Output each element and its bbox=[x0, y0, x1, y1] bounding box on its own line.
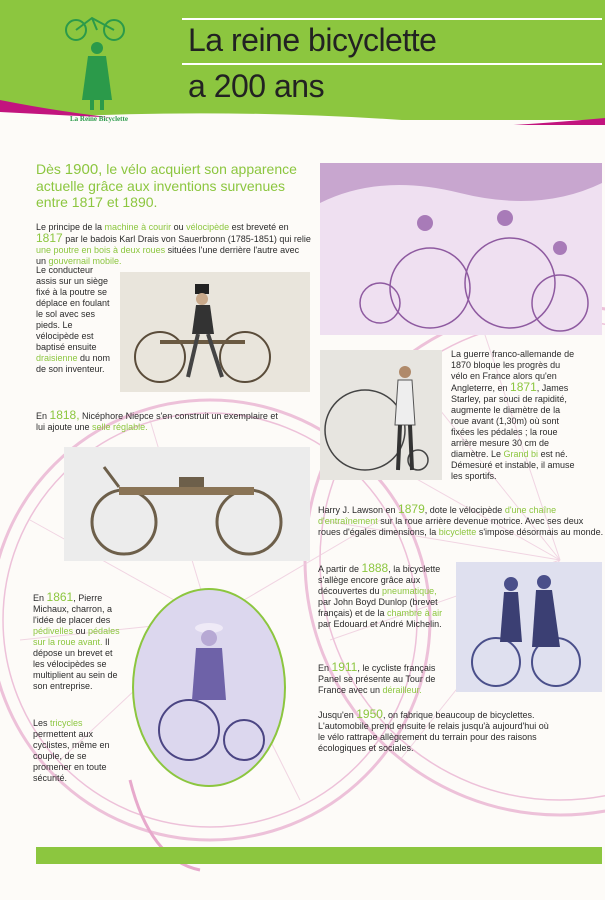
page-title-line1: La reine bicyclette bbox=[188, 22, 437, 58]
paragraph-niepce: En 1818, Nicéphore Niepce s'en construit un exemplaire et lui ajoute une selle réglable. bbox=[36, 408, 278, 432]
footer-bar bbox=[36, 847, 602, 864]
paragraph-tricycles: Les tricycles permettent aux cyclistes, même en couple, de se promener en toute sécurité. bbox=[33, 718, 110, 783]
intro-text: Dès 1900, le vélo acquiert son apparence actuelle grâce aux inventions survenues entre 1817 et 1890. bbox=[36, 161, 297, 210]
photo-grand-bi bbox=[320, 350, 442, 480]
title-rule-middle bbox=[182, 63, 602, 65]
photo-race-engraving bbox=[320, 163, 602, 335]
paragraph-dunlop: A partir de 1888, la bicyclette s'allège encore grâce aux découvertes du pneumatique, par John Boyd Dunlop (brevet français) et de la chambre à air par Edouard et André Michelin. bbox=[318, 561, 443, 629]
logo-caption: La Reine Bicyclette bbox=[70, 115, 128, 123]
photo-michaux-velocipede bbox=[132, 588, 286, 787]
paragraph-draisienne: Le principe de la machine à courir ou vélocipède est breveté en 1817 par le badois Karl Drais von Sauerbronn (1785-1851) qui relie une poutre en bois à deux roues situées l'une derrière l'autre avec un gouvernail mobile. bbox=[36, 222, 311, 266]
photo-wooden-draisienne bbox=[64, 447, 310, 561]
title-rule-top bbox=[182, 18, 602, 20]
paragraph-lawson: Harry J. Lawson en 1879, dote le vélocipède d'une chaîne d'entraînement sur la roue arrière devenue motrice. Avec ses deux roues d'égales dimensions, la bicyclette s'impose désormais au monde. bbox=[318, 502, 604, 537]
paragraph-1950: Jusqu'en 1950, on fabrique beaucoup de bicyclettes. L'automobile prend ensuite le relais jusqu'à aujourd'hui où le vélo rattrape allègrement du terrain pour des raisons écologiques et sociales. bbox=[318, 707, 549, 753]
paragraph-grand-bi: La guerre franco-allemande de 1870 bloque les progrès du vélo en France alors qu'en Angleterre, en 1871, James Starley, par souci de rapidité, augmente le diamètre de la roue avant (1,30m) où sont fixées les pédales ; la roue arrière mesure 30 cm de diamètre. Le Grand bi est né. Démesuré et instable, il amuse les sportifs. bbox=[451, 349, 575, 481]
photo-tricycle-couple bbox=[456, 562, 602, 692]
paragraph-derailleur: En 1911, le cycliste français Panel se présente au Tour de France avec un dérailleur. bbox=[318, 660, 436, 695]
bicycle-logo bbox=[62, 8, 132, 113]
caption-race bbox=[520, 331, 521, 335]
page-title-line2: a 200 ans bbox=[188, 68, 325, 104]
paragraph-michaux: En 1861, Pierre Michaux, charron, a l'idée de placer des pédivelles ou pédales sur la roue avant. Il dépose un brevet et les vélocipèdes se multiplient au sein de son entreprise. bbox=[33, 590, 120, 691]
paragraph-draisienne-2: Le conducteur assis sur un siège fixé à la poutre se déplace en foulant le sol avec ses pieds. Le vélocipède est baptisé ensuite draisienne du nom de son inventeur. bbox=[36, 265, 111, 374]
photo-draisienne-rider bbox=[120, 272, 310, 392]
